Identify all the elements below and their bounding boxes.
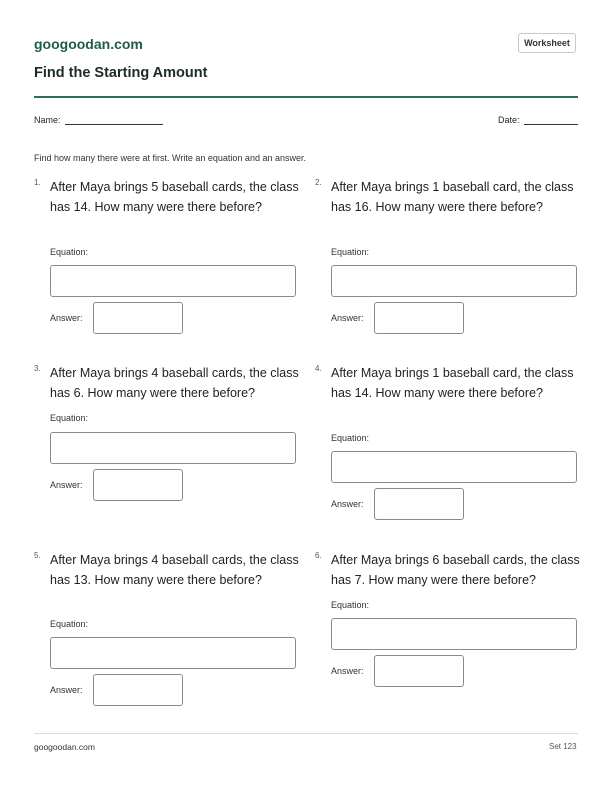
problem-text: After Maya brings 4 baseball cards, the class has 6. How many were there before? [50,366,299,400]
problem-number: 1. [34,178,41,187]
equation-label: Equation: [50,247,89,257]
problem-number: 3. [34,364,41,373]
answer-input[interactable] [93,302,183,334]
answer-input[interactable] [374,488,464,520]
answer-label: Answer: [331,666,364,676]
answer-input[interactable] [374,302,464,334]
problem-text: After Maya brings 4 baseball cards, the class has 13. How many were there before? [50,553,299,587]
footer-site: googoodan.com [34,742,95,752]
name-label: Name: [34,115,61,125]
date-field[interactable] [524,124,578,125]
answer-input[interactable] [93,674,183,706]
problem-number: 2. [315,178,322,187]
problem-number: 4. [315,364,322,373]
worksheet-badge: Worksheet [518,33,576,53]
header-divider [34,96,578,98]
footer-set-number: Set 123 [549,742,577,751]
page-title: Find the Starting Amount [34,65,208,81]
equation-label: Equation: [331,600,370,610]
equation-input[interactable] [331,451,577,483]
answer-label: Answer: [331,499,364,509]
equation-label: Equation: [50,619,89,629]
date-label: Date: [498,115,520,125]
equation-label: Equation: [331,247,370,257]
footer-divider [34,733,578,734]
brand-logo-text: googoodan.com [34,36,143,52]
answer-label: Answer: [50,480,83,490]
problem-text: After Maya brings 1 baseball card, the class has 14. How many were there before? [331,366,574,400]
equation-input[interactable] [331,618,577,650]
problem-text: After Maya brings 5 baseball cards, the class has 14. How many were there before? [50,180,299,214]
equation-input[interactable] [50,637,296,669]
name-field[interactable] [65,124,163,125]
problem-number: 6. [315,551,322,560]
equation-input[interactable] [50,432,296,464]
problem-number: 5. [34,551,41,560]
equation-input[interactable] [50,265,296,297]
equation-input[interactable] [331,265,577,297]
problem-text: After Maya brings 1 baseball card, the class has 16. How many were there before? [331,180,574,214]
problem-text: After Maya brings 6 baseball cards, the class has 7. How many were there before? [331,553,580,587]
instructions: Find how many there were at first. Write an equation and an answer. [34,153,306,163]
equation-label: Equation: [50,413,89,423]
answer-input[interactable] [93,469,183,501]
answer-label: Answer: [331,313,364,323]
answer-label: Answer: [50,313,83,323]
equation-label: Equation: [331,433,370,443]
answer-input[interactable] [374,655,464,687]
answer-label: Answer: [50,685,83,695]
